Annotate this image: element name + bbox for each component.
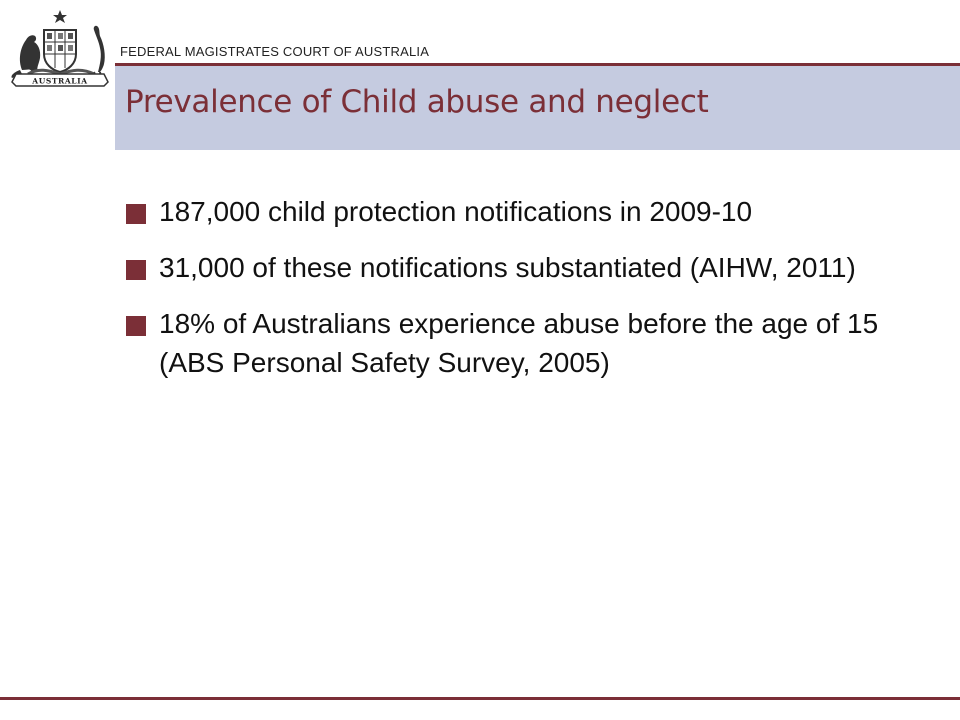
bullet-text: 187,000 child protection notifications in 2009-10 (159, 196, 753, 227)
footer-divider (0, 697, 960, 700)
crest-scroll-text: AUSTRALIA (32, 76, 88, 86)
bullet-text: 31,000 of these notifications substantiated (AIHW, 2011) (159, 252, 856, 283)
slide-title: Prevalence of Child abuse and neglect (125, 84, 709, 120)
bullet-item (126, 248, 906, 287)
title-band (115, 66, 960, 150)
bullet-item (126, 192, 906, 231)
square-bullet-icon (126, 204, 146, 224)
bullet-list (126, 192, 906, 399)
coat-of-arms-icon (8, 8, 112, 88)
square-bullet-icon (126, 316, 146, 336)
organization-name: FEDERAL MAGISTRATES COURT OF AUSTRALIA (120, 44, 430, 59)
square-bullet-icon (126, 260, 146, 280)
bullet-text: 18% of Australians experience abuse before the age of 15 (ABS Personal Safety Survey, 2005) (159, 308, 879, 378)
bullet-item (126, 304, 906, 382)
